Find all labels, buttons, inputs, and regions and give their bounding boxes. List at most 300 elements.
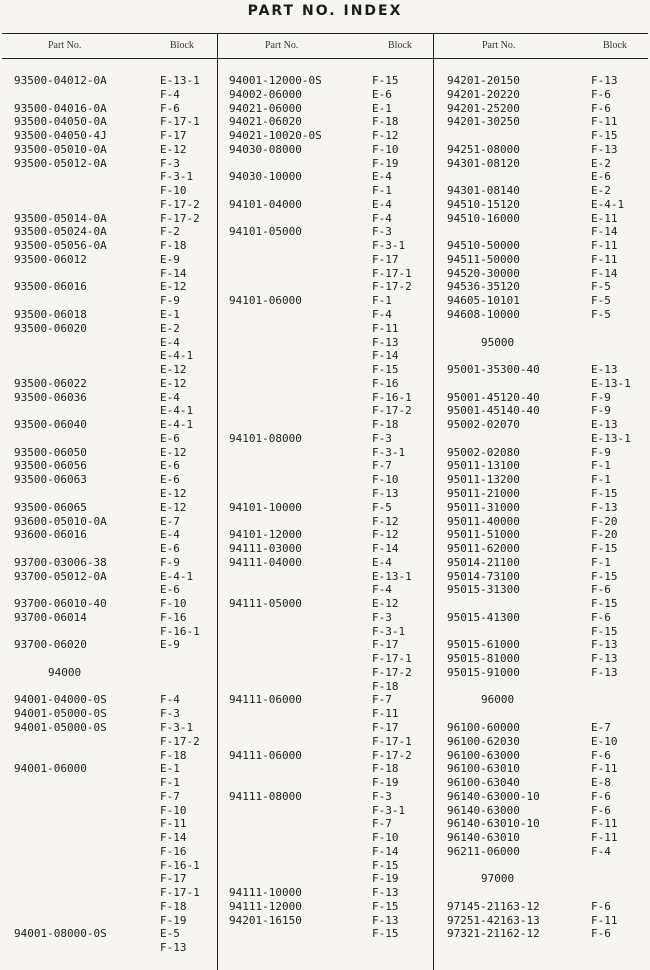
part-number: 94101-04000 — [229, 197, 302, 211]
part-number: 93500-06063 — [14, 473, 87, 487]
table-row — [229, 391, 429, 405]
table-row — [447, 638, 647, 652]
block-ref: F-17 — [372, 638, 399, 652]
block-ref: F-17-1 — [160, 115, 200, 129]
table-row — [14, 129, 214, 143]
block-ref: F-17-1 — [160, 886, 200, 900]
table-row — [229, 487, 429, 501]
table-row — [447, 459, 647, 473]
block-ref: F-17-2 — [372, 404, 412, 418]
block-ref: F-1 — [160, 776, 180, 790]
table-row — [229, 790, 429, 804]
column-header-part: Part No. — [48, 40, 82, 51]
part-number: 93700-06014 — [14, 610, 87, 624]
table-row — [229, 542, 429, 556]
part-number: 93500-05014-0A — [14, 211, 107, 225]
block-ref: F-17-1 — [372, 652, 412, 666]
block-ref: F-6 — [591, 87, 611, 101]
part-number: 95014-21100 — [447, 555, 520, 569]
table-row — [14, 267, 214, 281]
block-ref: F-13 — [372, 886, 399, 900]
table-row — [447, 721, 647, 735]
block-ref: F-3 — [160, 156, 180, 170]
table-row — [14, 349, 214, 363]
block-ref: E-6 — [160, 431, 180, 445]
table-row — [229, 804, 429, 818]
table-row — [14, 115, 214, 129]
table-row — [447, 487, 647, 501]
block-ref: F-3-1 — [372, 445, 406, 459]
block-ref: F-11 — [591, 831, 618, 845]
table-row — [229, 239, 429, 253]
table-row — [447, 776, 647, 790]
block-ref: F-20 — [591, 514, 618, 528]
block-ref: F-6 — [591, 748, 611, 762]
block-ref: F-16-1 — [160, 624, 200, 638]
table-row — [447, 528, 647, 542]
block-ref: F-4 — [160, 87, 180, 101]
block-ref: E-1 — [160, 308, 180, 322]
block-ref: F-9 — [591, 390, 611, 404]
block-ref: F-15 — [372, 858, 399, 872]
part-number: 95011-13200 — [447, 473, 520, 487]
part-number: 97145-21163-12 — [447, 899, 540, 913]
table-row — [14, 625, 214, 639]
part-number: 93500-06040 — [14, 418, 87, 432]
block-ref: F-10 — [372, 473, 399, 487]
block-ref: F-10 — [160, 597, 187, 611]
block-ref: F-17-2 — [160, 734, 200, 748]
table-row — [14, 459, 214, 473]
block-ref: F-6 — [591, 899, 611, 913]
table-row — [14, 927, 214, 941]
part-number: 93500-04016-0A — [14, 101, 107, 115]
part-number: 93500-04012-0A — [14, 74, 107, 87]
table-row — [14, 322, 214, 336]
block-ref: F-17 — [372, 720, 399, 734]
index-column-3 — [447, 74, 647, 941]
block-ref: E-4 — [160, 528, 180, 542]
block-ref: F-4 — [591, 844, 611, 858]
block-ref: E-13-1 — [160, 74, 200, 87]
block-ref: E-4 — [372, 170, 392, 184]
table-row — [14, 872, 214, 886]
part-number: 93500-06020 — [14, 321, 87, 335]
block-ref: F-11 — [591, 762, 618, 776]
table-row — [447, 404, 647, 418]
table-row — [447, 762, 647, 776]
table-row — [229, 418, 429, 432]
table-row — [14, 487, 214, 501]
block-ref: F-17-1 — [372, 266, 412, 280]
block-ref: E-1 — [160, 762, 180, 776]
block-ref: F-12 — [372, 514, 399, 528]
table-row — [229, 501, 429, 515]
table-row — [447, 170, 647, 184]
table-row — [447, 225, 647, 239]
table-row — [229, 184, 429, 198]
part-number: 95011-62000 — [447, 542, 520, 556]
table-row — [14, 294, 214, 308]
section-heading: 94000 — [48, 665, 82, 679]
block-ref: E-12 — [160, 486, 187, 500]
table-row — [447, 501, 647, 515]
block-ref: F-13 — [372, 486, 399, 500]
block-ref: E-13 — [591, 418, 618, 432]
block-ref: F-13 — [591, 142, 618, 156]
table-row — [14, 418, 214, 432]
part-number: 95015-31300 — [447, 583, 520, 597]
block-ref: F-11 — [591, 817, 618, 831]
block-ref: F-17 — [160, 872, 187, 886]
block-ref: F-6 — [591, 583, 611, 597]
part-number: 94021-06000 — [229, 101, 302, 115]
block-ref: E-4-1 — [160, 418, 194, 432]
block-ref: E-12 — [160, 500, 187, 514]
block-ref: F-5 — [372, 500, 392, 514]
block-ref: E-13-1 — [591, 376, 631, 390]
block-ref: F-4 — [160, 693, 180, 707]
part-number: 93500-06050 — [14, 445, 87, 459]
block-ref: F-15 — [591, 624, 618, 638]
table-row — [14, 845, 214, 859]
table-row — [229, 212, 429, 226]
table-row — [14, 198, 214, 212]
block-ref: F-16-1 — [160, 858, 200, 872]
block-ref: E-4-1 — [591, 197, 625, 211]
table-row — [14, 88, 214, 102]
block-ref: F-13 — [591, 665, 618, 679]
block-ref: F-16 — [372, 376, 399, 390]
block-ref: F-6 — [591, 789, 611, 803]
block-ref: E-12 — [160, 376, 187, 390]
block-ref: E-12 — [160, 445, 187, 459]
block-ref: E-12 — [160, 280, 187, 294]
table-row — [14, 597, 214, 611]
table-row — [229, 115, 429, 129]
table-row — [447, 129, 647, 143]
block-ref: F-15 — [372, 899, 399, 913]
block-ref: E-4 — [160, 390, 180, 404]
table-row — [447, 184, 647, 198]
block-ref: F-5 — [591, 280, 611, 294]
part-number: 94021-06020 — [229, 115, 302, 129]
table-row — [447, 115, 647, 129]
table-row — [229, 515, 429, 529]
block-ref: F-17-2 — [372, 748, 412, 762]
part-number: 94101-08000 — [229, 431, 302, 445]
table-row — [447, 652, 647, 666]
block-ref: F-15 — [591, 129, 618, 143]
table-row — [447, 804, 647, 818]
block-ref: F-10 — [160, 184, 187, 198]
block-ref: F-6 — [160, 101, 180, 115]
part-number: 94002-06000 — [229, 87, 302, 101]
table-row — [447, 845, 647, 859]
part-number: 94510-15120 — [447, 197, 520, 211]
part-number: 93500-05010-0A — [14, 142, 107, 156]
header-bottom-rule — [2, 58, 648, 59]
table-row — [229, 88, 429, 102]
table-row — [447, 253, 647, 267]
block-ref: F-15 — [591, 569, 618, 583]
table-row — [229, 528, 429, 542]
table-row — [229, 253, 429, 267]
column-header-block: Block — [170, 40, 194, 51]
table-row — [14, 804, 214, 818]
part-number: 94510-50000 — [447, 239, 520, 253]
block-ref: F-17-2 — [372, 280, 412, 294]
table-row — [447, 280, 647, 294]
table-row — [229, 280, 429, 294]
block-ref: E-6 — [160, 583, 180, 597]
block-ref: F-11 — [591, 115, 618, 129]
table-row — [14, 501, 214, 515]
part-number: 94511-50000 — [447, 252, 520, 266]
table-row — [447, 859, 647, 873]
block-ref: F-14 — [591, 266, 618, 280]
block-ref: F-11 — [591, 913, 618, 927]
table-row — [14, 473, 214, 487]
block-ref: F-20 — [591, 528, 618, 542]
part-number: 93500-04050-4J — [14, 129, 107, 143]
block-ref: F-4 — [372, 583, 392, 597]
table-row — [229, 597, 429, 611]
table-row — [447, 611, 647, 625]
block-ref: F-11 — [591, 252, 618, 266]
column-header-block: Block — [603, 40, 627, 51]
section-heading: 96000 — [481, 693, 515, 707]
part-number: 96100-62030 — [447, 734, 520, 748]
block-ref: F-11 — [372, 321, 399, 335]
table-row — [447, 927, 647, 941]
table-row — [14, 446, 214, 460]
table-row — [14, 432, 214, 446]
part-number: 94111-03000 — [229, 542, 302, 556]
part-number: 94111-12000 — [229, 899, 302, 913]
table-row — [229, 638, 429, 652]
block-ref: F-9 — [160, 555, 180, 569]
table-row — [447, 914, 647, 928]
table-row — [229, 570, 429, 584]
table-row — [14, 790, 214, 804]
table-row — [447, 583, 647, 597]
block-ref: F-2 — [160, 225, 180, 239]
part-number: 94021-10020-0S — [229, 129, 322, 143]
table-row — [14, 735, 214, 749]
block-ref: F-3 — [160, 707, 180, 721]
block-ref: F-5 — [591, 294, 611, 308]
block-ref: F-3-1 — [160, 720, 194, 734]
part-number: 96100-63010 — [447, 762, 520, 776]
part-number: 94001-08000-0S — [14, 927, 107, 941]
block-ref: F-11 — [591, 239, 618, 253]
block-ref: F-16 — [160, 844, 187, 858]
table-row — [14, 184, 214, 198]
table-row — [229, 845, 429, 859]
part-number: 93500-06036 — [14, 390, 87, 404]
table-row — [447, 143, 647, 157]
part-number: 95014-73100 — [447, 569, 520, 583]
block-ref: E-12 — [160, 142, 187, 156]
part-number: 94201-16150 — [229, 913, 302, 927]
table-row — [229, 74, 429, 88]
part-number: 94030-10000 — [229, 170, 302, 184]
block-ref: F-13 — [372, 913, 399, 927]
block-ref: F-15 — [372, 363, 399, 377]
table-row — [14, 280, 214, 294]
table-row — [229, 377, 429, 391]
table-row — [229, 831, 429, 845]
block-ref: E-7 — [160, 514, 180, 528]
table-row — [229, 749, 429, 763]
block-ref: E-12 — [372, 597, 399, 611]
table-row — [447, 473, 647, 487]
block-ref: E-8 — [591, 776, 611, 790]
block-ref: E-6 — [372, 87, 392, 101]
part-number: 93500-05024-0A — [14, 225, 107, 239]
table-row — [229, 102, 429, 116]
table-row — [14, 900, 214, 914]
part-number: 94111-06000 — [229, 693, 302, 707]
block-ref: F-18 — [372, 418, 399, 432]
block-ref: F-13 — [591, 652, 618, 666]
block-ref: E-4 — [372, 197, 392, 211]
part-number: 95011-13100 — [447, 459, 520, 473]
table-row — [229, 459, 429, 473]
table-row — [14, 404, 214, 418]
part-number: 95015-91000 — [447, 665, 520, 679]
block-ref: F-19 — [372, 872, 399, 886]
block-ref: F-13 — [160, 941, 187, 955]
block-ref: F-18 — [160, 899, 187, 913]
table-row — [14, 859, 214, 873]
part-number: 94251-08000 — [447, 142, 520, 156]
part-number: 94201-20150 — [447, 74, 520, 87]
section-heading: 97000 — [481, 872, 515, 886]
block-ref: F-14 — [591, 225, 618, 239]
table-row — [447, 239, 647, 253]
block-ref: E-6 — [160, 459, 180, 473]
part-number: 96140-63010-10 — [447, 817, 540, 831]
table-row — [447, 749, 647, 763]
block-ref: F-15 — [591, 542, 618, 556]
block-ref: E-6 — [591, 170, 611, 184]
block-ref: F-18 — [372, 762, 399, 776]
block-ref: F-15 — [372, 74, 399, 87]
block-ref: E-1 — [372, 101, 392, 115]
block-ref: F-10 — [372, 831, 399, 845]
block-ref: E-4-1 — [160, 404, 194, 418]
block-ref: E-2 — [160, 321, 180, 335]
part-number: 96140-63000 — [447, 803, 520, 817]
table-row — [447, 74, 647, 88]
table-row — [14, 914, 214, 928]
table-row — [447, 198, 647, 212]
block-ref: F-6 — [591, 803, 611, 817]
block-ref: F-14 — [372, 349, 399, 363]
table-row — [229, 349, 429, 363]
part-number: 96211-06000 — [447, 844, 520, 858]
block-ref: F-18 — [160, 239, 187, 253]
part-number: 94101-05000 — [229, 225, 302, 239]
part-number: 95001-35300-40 — [447, 363, 540, 377]
table-row — [14, 308, 214, 322]
block-ref: F-15 — [591, 486, 618, 500]
part-number: 94001-12000-0S — [229, 74, 322, 87]
table-row — [229, 129, 429, 143]
table-row — [447, 693, 647, 707]
block-ref: F-9 — [591, 404, 611, 418]
block-ref: F-7 — [160, 789, 180, 803]
part-number: 94111-06000 — [229, 748, 302, 762]
block-ref: F-1 — [372, 294, 392, 308]
table-row — [14, 239, 214, 253]
block-ref: E-4 — [160, 335, 180, 349]
part-number: 94111-04000 — [229, 555, 302, 569]
table-row — [14, 363, 214, 377]
block-ref: F-15 — [372, 927, 399, 941]
block-ref: F-5 — [591, 308, 611, 322]
table-row — [447, 817, 647, 831]
block-ref: E-4-1 — [160, 349, 194, 363]
table-row — [14, 143, 214, 157]
part-number: 95011-31000 — [447, 500, 520, 514]
block-ref: F-17-2 — [160, 211, 200, 225]
part-number: 95011-40000 — [447, 514, 520, 528]
table-row — [14, 831, 214, 845]
column-header-part: Part No. — [482, 40, 516, 51]
table-row — [229, 198, 429, 212]
part-number: 93500-06065 — [14, 500, 87, 514]
table-row — [229, 914, 429, 928]
block-ref: F-19 — [372, 156, 399, 170]
section-heading: 95000 — [481, 335, 515, 349]
part-number: 95002-02080 — [447, 445, 520, 459]
table-row — [14, 391, 214, 405]
part-number: 94101-06000 — [229, 294, 302, 308]
block-ref: F-17 — [372, 252, 399, 266]
block-ref: F-4 — [372, 308, 392, 322]
table-row — [14, 253, 214, 267]
part-number: 93700-06020 — [14, 638, 87, 652]
table-row — [447, 446, 647, 460]
part-number: 93700-03006-38 — [14, 555, 107, 569]
table-row — [229, 652, 429, 666]
table-row — [229, 473, 429, 487]
part-number: 97251-42163-13 — [447, 913, 540, 927]
part-number: 93500-06012 — [14, 252, 87, 266]
table-row — [229, 363, 429, 377]
table-row — [229, 267, 429, 281]
block-ref: F-17-2 — [160, 197, 200, 211]
part-number: 94111-08000 — [229, 789, 302, 803]
block-ref: E-6 — [160, 542, 180, 556]
part-number: 93500-05056-0A — [14, 239, 107, 253]
block-ref: F-3 — [372, 431, 392, 445]
block-ref: F-14 — [160, 831, 187, 845]
table-row — [14, 515, 214, 529]
part-number: 94111-10000 — [229, 886, 302, 900]
column-divider — [433, 33, 434, 970]
table-row — [229, 170, 429, 184]
block-ref: F-7 — [372, 459, 392, 473]
table-row — [447, 377, 647, 391]
table-row — [229, 707, 429, 721]
block-ref: F-18 — [160, 748, 187, 762]
part-number: 94001-05000-0S — [14, 720, 107, 734]
table-row — [14, 170, 214, 184]
